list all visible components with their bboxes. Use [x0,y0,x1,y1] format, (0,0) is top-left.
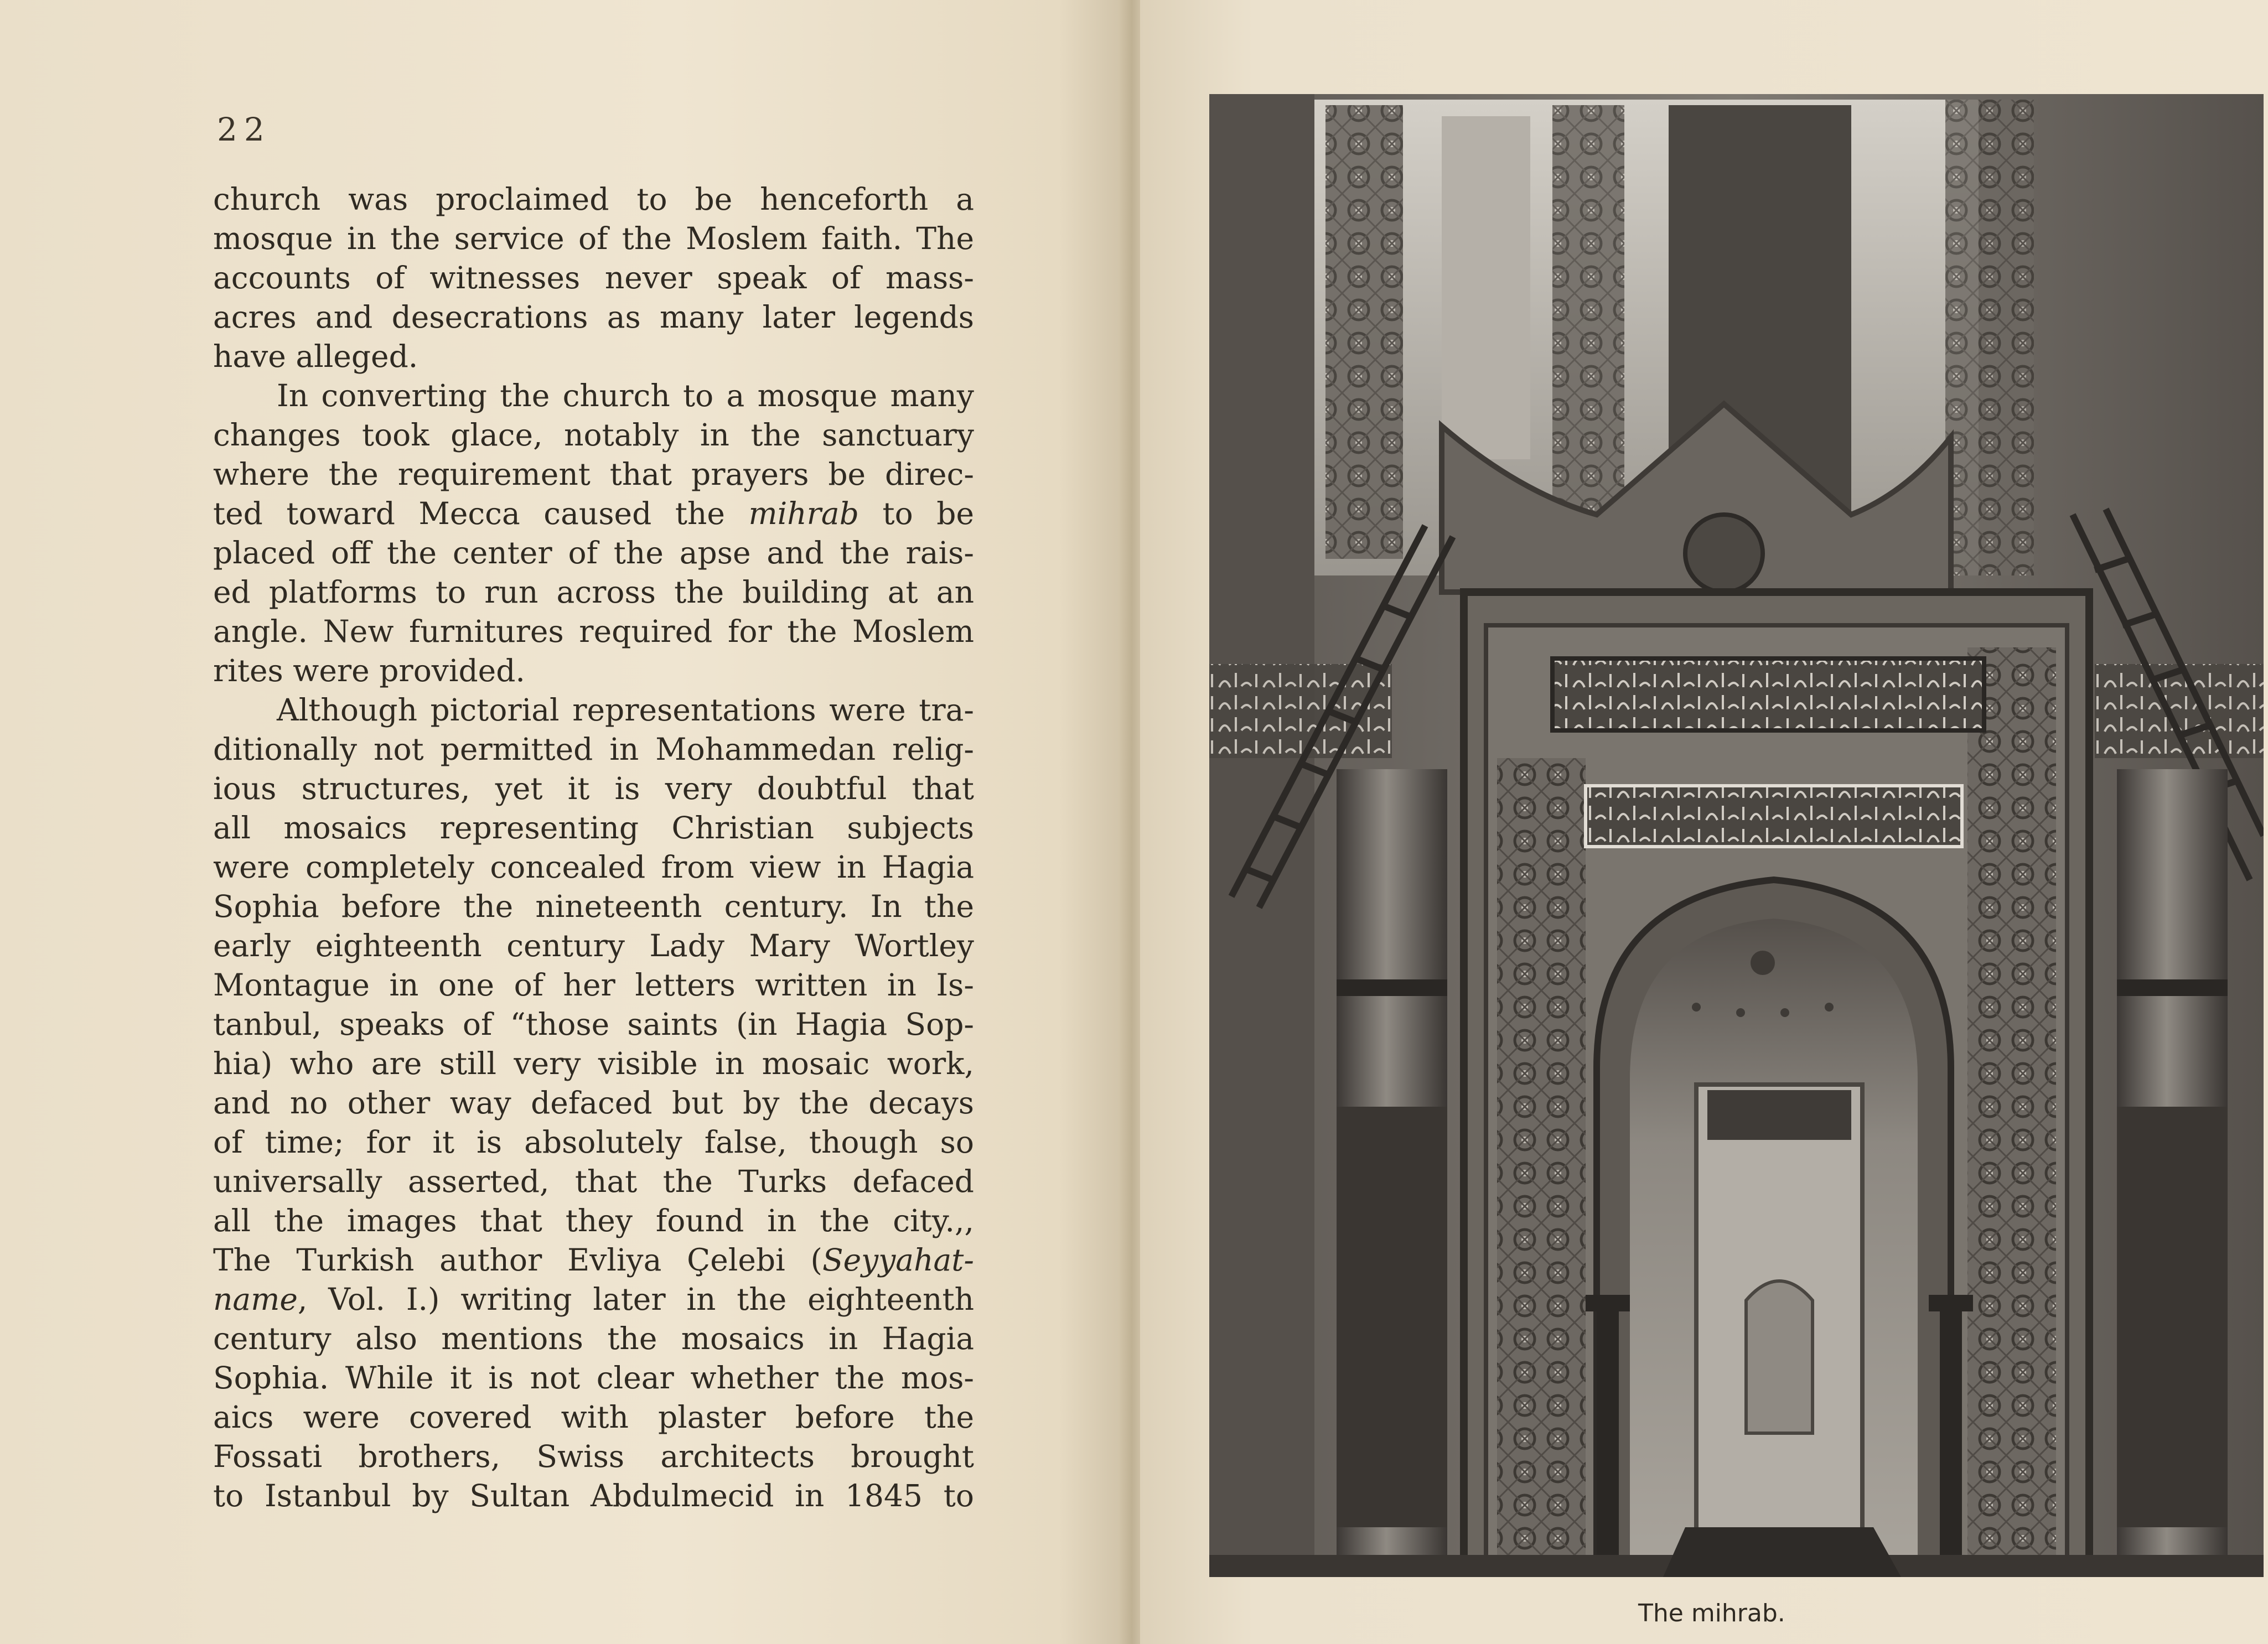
text-line: tanbul, speaks of “those saints (in Hagia Sop- [213,1007,974,1042]
text-line: mosque in the service of the Moslem faith. The [213,221,974,256]
text-line: Fossati brothers, Swiss architects brought [213,1439,974,1474]
text-run: to be [882,496,974,531]
text-line: angle. New furnitures required for the Moslem [213,614,974,649]
text-line: and no other way defaced but by the decays [213,1085,974,1121]
text-line: church was proclaimed to be henceforth a [213,181,974,217]
text-line: placed off the center of the apse and the rais- [213,535,974,571]
text-line: Sophia before the nineteenth century. In the [213,889,974,924]
lower-inscription-panel [1586,786,1962,847]
text-line: ditionally not permitted in Mohammedan relig- [213,732,974,767]
text-line [213,1280,974,1319]
text-line: early eighteenth century Lady Mary Wortley [213,928,974,963]
page-number: 22 [217,111,271,148]
text-line: all mosaics representing Christian subjects [213,810,974,846]
body-text [213,180,974,1516]
text-line: were completely concealed from view in Hagia [213,849,974,885]
text-line: hia) who are still very visible in mosaic work, [213,1046,974,1081]
text-line: to Istanbul by Sultan Abdulmecid in 1845 to [213,1478,974,1513]
left-page [0,0,1126,1644]
italic-term-mihrab: mihrab [748,496,859,531]
text-line: ious structures, yet it is very doubtful that [213,771,974,806]
text-line: where the requirement that prayers be direc- [213,457,974,492]
text-line: ed platforms to run across the building at an [213,574,974,610]
text-line: century also mentions the mosaics in Hagia [213,1321,974,1356]
figure-caption: The mihrab. [1638,1599,1785,1627]
upper-inscription-panel [1552,658,1984,730]
text-line: In converting the church to a mosque many [277,378,974,413]
italic-title-seyyahat: Seyyahat- [822,1242,974,1278]
text-run: , Vol. I.) writing later in the eighteenth [297,1282,974,1317]
text-line [213,1241,974,1280]
text-line: Montague in one of her letters written in Is- [213,967,974,1003]
text-run: The Turkish author Evliya Çelebi ( [213,1242,822,1278]
text-line [213,494,974,533]
text-line: all the images that they found in the city.,, [213,1203,974,1238]
italic-title-name: name [213,1282,298,1317]
text-line: have alleged. [213,339,418,374]
text-line: rites were provided. [213,653,525,688]
text-line: aics were covered with plaster before the [213,1399,974,1435]
text-line: acres and desecrations as many later legends [213,299,974,335]
text-line: accounts of witnesses never speak of mass- [213,260,974,295]
text-line: of time; for it is absolutely false, though so [213,1124,974,1160]
text-line: changes took glace, notably in the sanctuary [213,417,974,453]
text-line: universally asserted, that the Turks defaced [213,1164,974,1199]
text-line: Sophia. While it is not clear whether the mos- [213,1360,974,1396]
text-line: Although pictorial representations were tra- [277,692,974,728]
text-run: ted toward Mecca caused the [213,496,725,531]
mihrab-photograph [1209,94,2264,1577]
